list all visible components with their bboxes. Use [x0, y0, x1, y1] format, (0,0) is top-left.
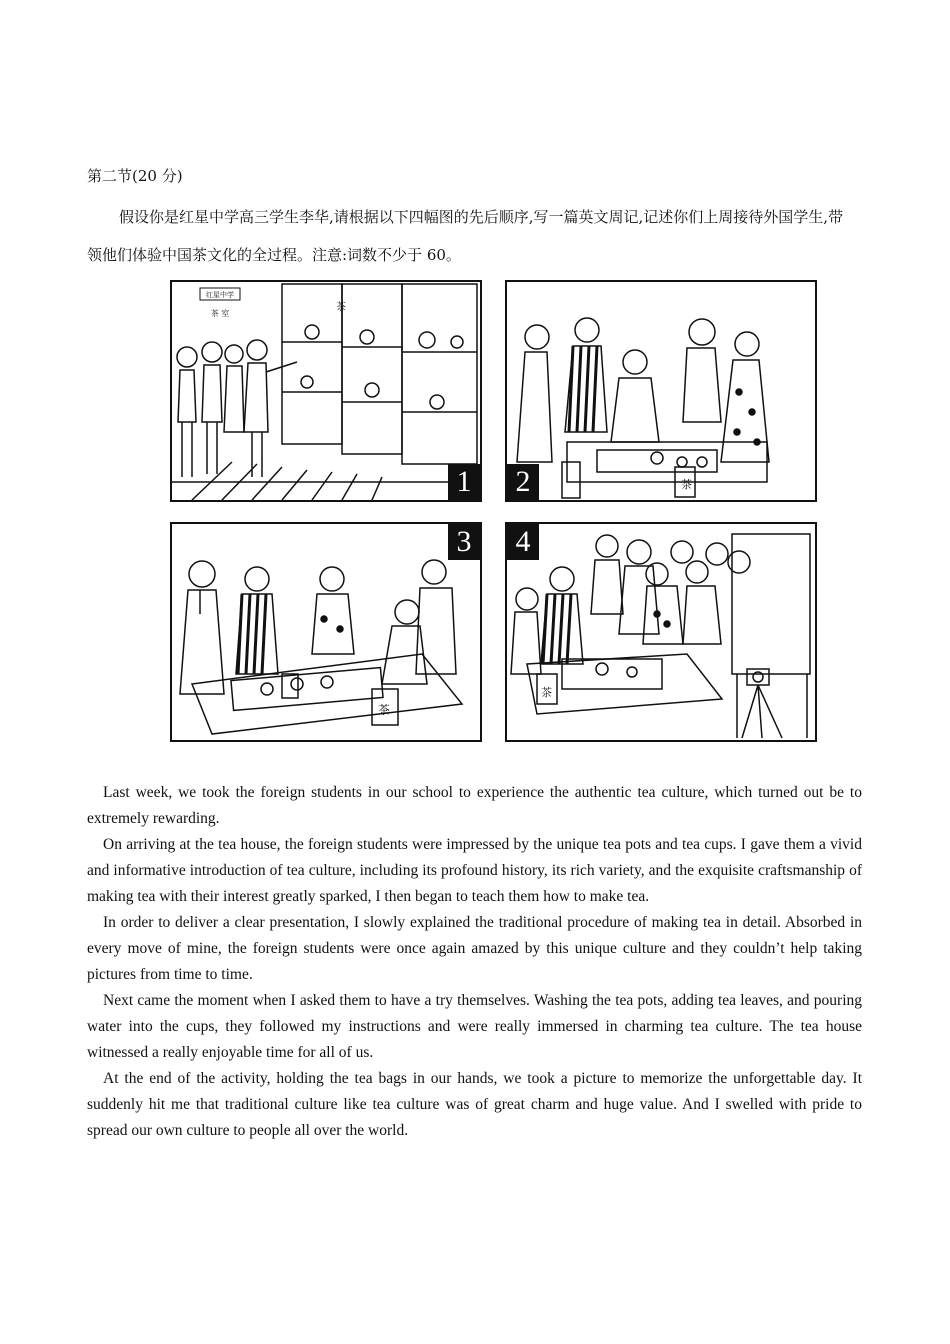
tea-can-label: 茶 [378, 703, 391, 717]
sign-school-name: 红星中学 [206, 291, 234, 299]
essay-paragraph-4: Next came the moment when I asked them to have a try themselves. Washing the tea pots, adding tea leaves, and pouring water into the cups, they followed my instructions and were really immersed in charming tea culture. The tea house witnessed a really enjoyable time for all of us. [87, 992, 862, 1061]
tea-can-label: 茶 [541, 686, 552, 699]
essay-paragraph-5: At the end of the activity, holding the tea bags in our hands, we took a picture to memorize the unforgettable day. It suddenly hit me that traditional culture like tea culture was of great charm and huge value. And I swelled with pride to spread our own culture to people all over the world. [87, 1070, 862, 1139]
picture-panel-4 [505, 522, 817, 742]
panel-4-drawing [507, 524, 815, 740]
writing-prompt: 假设你是红星中学高三学生李华,请根据以下四幅图的先后顺序,写一篇英文周记,记述你们上周接待外国学生,带领他们体验中国茶文化的全过程。注意:词数不少于 60。 [87, 208, 844, 264]
panel-3-number: 3 [448, 524, 480, 560]
panel-4-number: 4 [507, 524, 539, 560]
essay-paragraph-1: Last week, we took the foreign students in our school to experience the authentic tea culture, which turned out be to extremely rewarding. [87, 784, 862, 827]
panel-2-drawing [507, 282, 815, 500]
essay-paragraph-2: On arriving at the tea house, the foreign students were impressed by the unique tea pots and tea cups. I gave them a vivid and informative introduction of tea culture, including its profound history, its rich variety, and the exquisite craftsmanship of making tea with their interest greatly sparked, I then began to teach them how to make tea. [87, 836, 862, 905]
panel-1-number: 1 [448, 464, 480, 500]
panel-3-drawing [172, 524, 480, 740]
picture-panel-3 [170, 522, 482, 742]
picture-panel-1 [170, 280, 482, 502]
section-title: 第二节(20 分) [87, 167, 183, 185]
sign-tea-room: 茶 室 [210, 309, 230, 318]
panel-1-drawing [172, 282, 480, 500]
tea-can-label: 茶 [681, 478, 692, 491]
picture-panel-2 [505, 280, 817, 502]
panel-2-number: 2 [507, 464, 539, 500]
essay-body [87, 780, 862, 1144]
essay-paragraph-3: In order to deliver a clear presentation, I slowly explained the traditional procedure of making tea in detail. Absorbed in every move of mine, the foreign students were once again amazed by this unique culture and they couldn’t help taking pictures from time to time. [87, 914, 862, 983]
tea-label: 茶 [336, 302, 346, 313]
